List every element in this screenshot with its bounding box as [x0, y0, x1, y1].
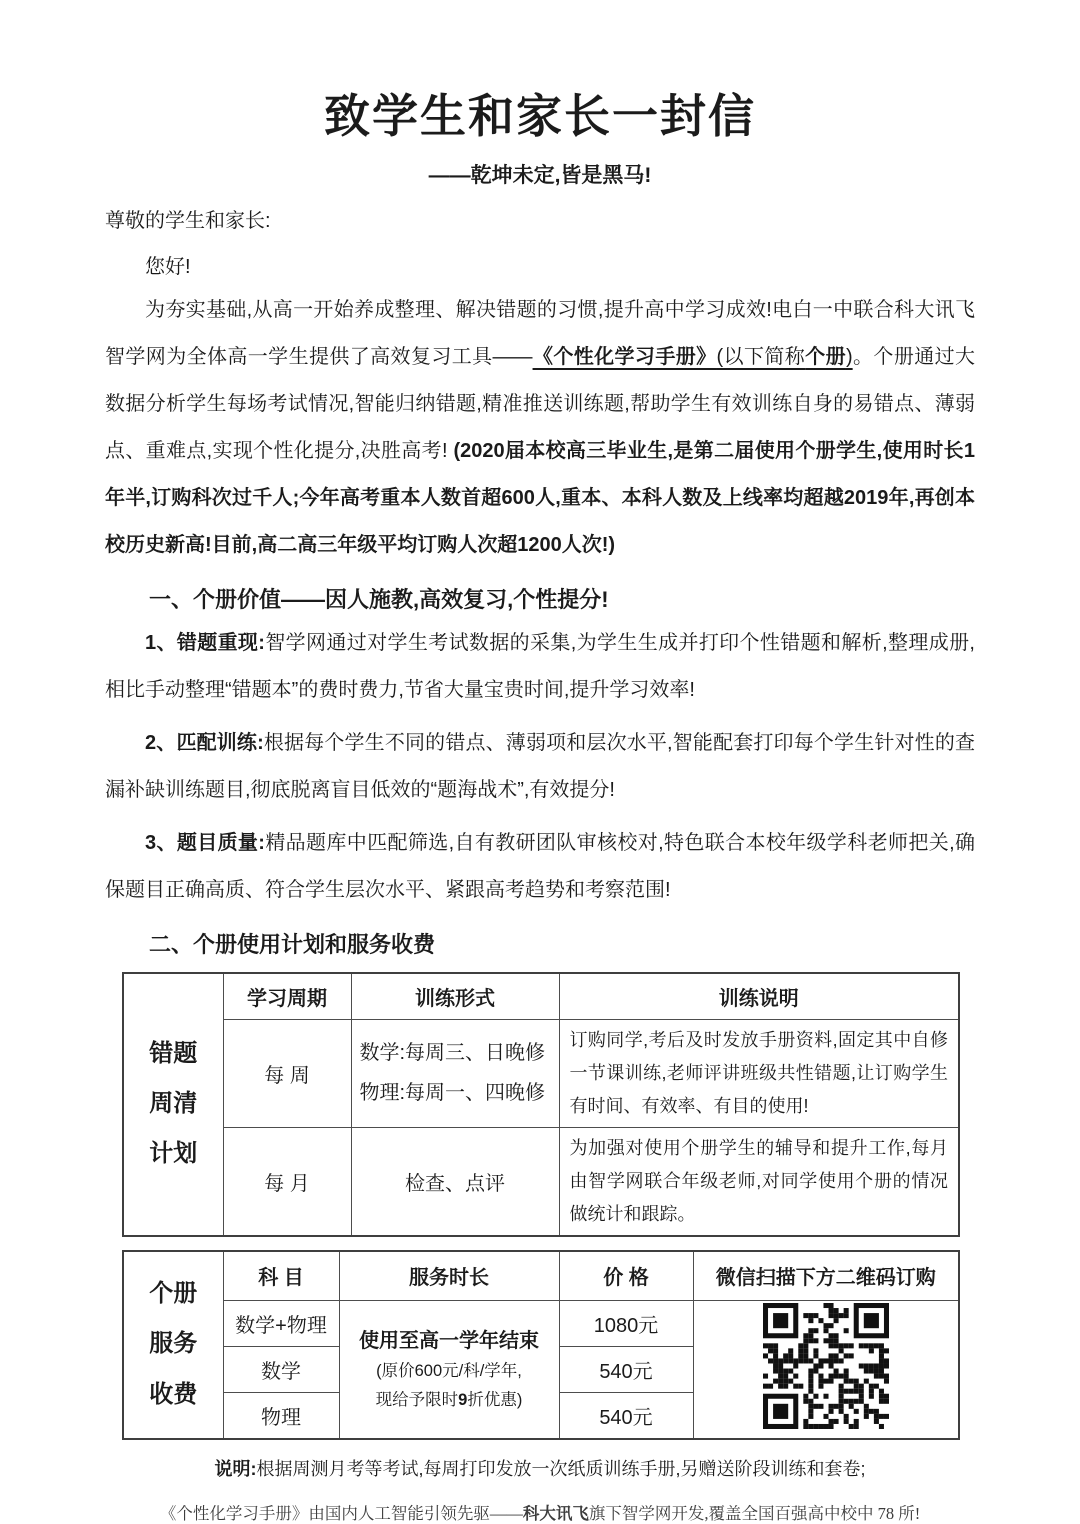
price-col-header-price: 价 格	[559, 1251, 693, 1301]
handbook-name: 《个性化学习手册》	[532, 346, 717, 368]
value-item-3-text: 精品题库中匹配筛选,自有教研团队审核校对,特色联合本校年级学科老师把关,确保题目正确高质、符合学生层次水平、紧跟高考趋势和考察范围!	[105, 832, 975, 901]
plan-col-header-desc: 训练说明	[559, 973, 959, 1019]
price-physics: 540元	[559, 1393, 693, 1439]
intro-paragraph	[105, 287, 975, 569]
intro-text-1: 为夯实基础,从高一开始养成整理、解决错题的习惯,提升高中学习成效!电白一中联合科大讯飞智学网为全体高一学生提供了高效复习工具——	[105, 299, 975, 368]
handbook-alias-post: )	[845, 346, 853, 368]
section1-heading: 一、个册价值——因人施教,高效复习,个性提分!	[149, 587, 609, 612]
intro-text-2: 。个册通过大数据分析学生每场考试情况,智能归纳错题,精准推送训练题,帮助学生有效训练自身的易错点、薄弱点、重难点,实现个性化提分,决胜高考!	[105, 346, 976, 462]
plan-weekly-form-math: 数学:每周三、日晚修	[359, 1042, 546, 1064]
price-subject-physics: 物理	[223, 1393, 339, 1439]
salutation: 尊敬的学生和家长:	[105, 210, 271, 232]
note-label: 说明:	[214, 1458, 257, 1479]
footer-brand: 科大讯飞	[522, 1503, 589, 1523]
value-item-1-label: 1、错题重现:	[145, 632, 265, 654]
price-col-header-duration: 服务时长	[339, 1251, 559, 1301]
price-col-header-qr: 微信扫描下方二维码订购	[693, 1251, 959, 1301]
qr-cell	[693, 1301, 959, 1439]
intro-achievement-note: (2020届本校高三毕业生,是第二届使用个册学生,使用时长1年半,订购科次过千人;今年高考重本人数首超600人,重本、本科人数及上线率均超越2019年,再创本校历史新高!目前,高二高三年级平均订购人次超1200人次!)	[105, 440, 975, 556]
price-subject-both: 数学+物理	[223, 1301, 339, 1347]
price-math: 540元	[559, 1347, 693, 1393]
plan-weekly-period: 每 周	[223, 1019, 351, 1127]
plan-weekly-desc: 订购同学,考后及时发放手册资料,固定其中自修一节课训练,老师评讲班级共性错题,让订购学生有时间、有效率、有目的使用!	[559, 1019, 959, 1127]
plan-col-header-period: 学习周期	[223, 973, 351, 1019]
plan-col-header-form: 训练形式	[351, 973, 559, 1019]
value-item-2-label: 2、匹配训练:	[145, 732, 264, 754]
handbook-alias: 个册	[805, 346, 846, 368]
section2-heading: 二、个册使用计划和服务收费	[149, 932, 436, 957]
price-both: 1080元	[559, 1301, 693, 1347]
note-line	[105, 1455, 975, 1481]
service-duration-note: (原价600元/科/学年, 现给予限时9折优惠)	[375, 1361, 523, 1409]
service-duration-main: 使用至高一学年结束	[359, 1329, 539, 1352]
value-item-1	[105, 620, 975, 714]
plan-monthly-desc: 为加强对使用个册学生的辅导和提升工作,每月由智学网联合年级老师,对同学使用个册的情况做统计和跟踪。	[559, 1127, 959, 1236]
page-title: 致学生和家长一封信	[324, 90, 756, 142]
price-col-header-subject: 科 目	[223, 1251, 339, 1301]
value-item-2-text: 根据每个学生不同的错点、薄弱项和层次水平,智能配套打印每个学生针对性的查漏补缺训练题目,彻底脱离盲目低效的“题海战术”,有效提分!	[105, 732, 975, 801]
plan-monthly-form: 检查、点评	[351, 1127, 559, 1236]
plan-weekly-form-physics: 物理:每周一、四晚修	[359, 1082, 546, 1104]
value-item-3	[105, 820, 975, 914]
table-row	[123, 1019, 959, 1127]
price-subject-math: 数学	[223, 1347, 339, 1393]
weekly-plan-table	[122, 972, 960, 1237]
table-row	[123, 1301, 959, 1347]
pricing-table	[122, 1250, 960, 1440]
wechat-order-qr-code	[763, 1303, 889, 1429]
service-duration-cell	[339, 1301, 559, 1439]
price-table-row-label: 个册服务收费	[123, 1251, 223, 1439]
plan-monthly-period: 每 月	[223, 1127, 351, 1236]
table-row	[123, 1127, 959, 1236]
handbook-alias-pre: (以下简称	[716, 346, 806, 368]
greeting: 您好!	[145, 256, 191, 278]
plan-weekly-form	[351, 1019, 559, 1127]
value-item-3-label: 3、题目质量:	[145, 832, 265, 854]
plan-table-row-label: 错题周清计划	[123, 973, 223, 1236]
footer-text-2: 旗下智学网开发,覆盖全国百强高中校中 78 所!	[588, 1503, 921, 1523]
footer-line	[105, 1500, 975, 1524]
value-item-2	[105, 720, 975, 814]
footer-text-1: 《个性化学习手册》由国内人工智能引领先驱——	[159, 1503, 523, 1523]
note-text: 根据周测月考等考试,每周打印发放一次纸质训练手册,另赠送阶段训练和套卷;	[256, 1458, 866, 1479]
value-item-1-text: 智学网通过对学生考试数据的采集,为学生生成并打印个性错题和解析,整理成册,相比手动整理“错题本”的费时费力,节省大量宝贵时间,提升学习效率!	[105, 632, 975, 701]
page-subtitle: ——乾坤未定,皆是黑马!	[428, 164, 652, 187]
